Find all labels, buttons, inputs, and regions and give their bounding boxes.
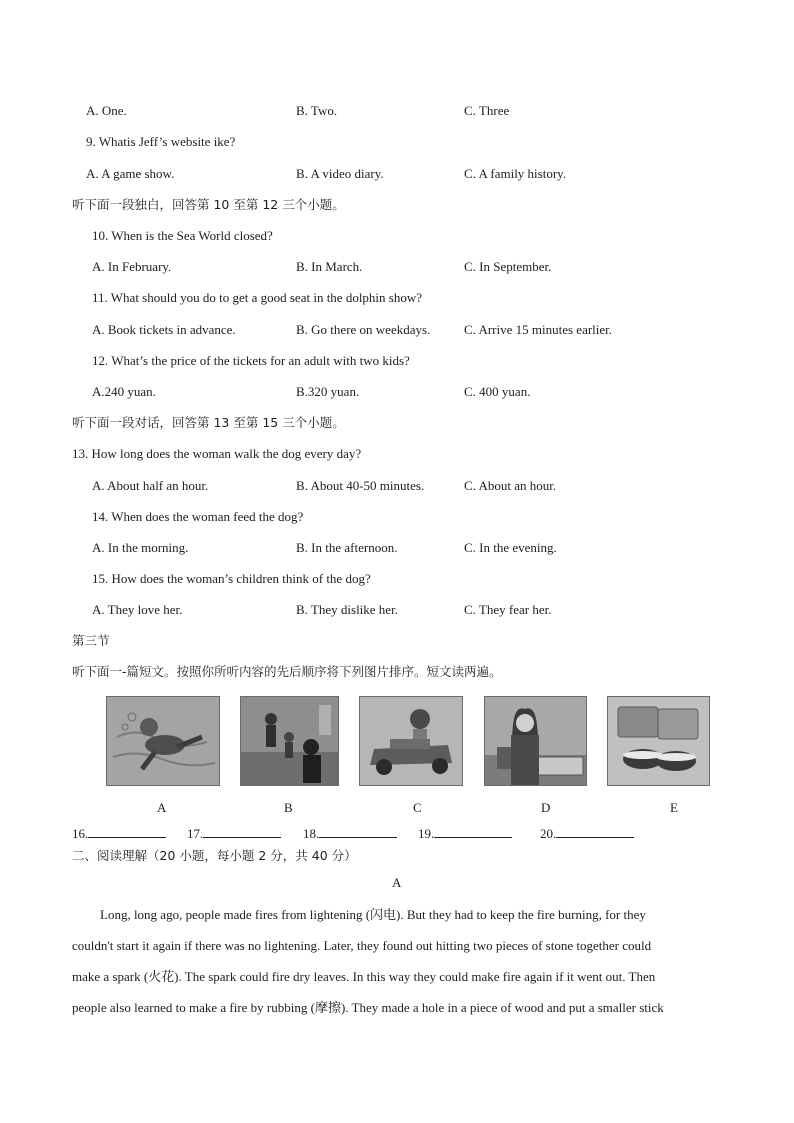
passage-label: A xyxy=(392,875,402,890)
passage-line-2: couldn't start it again if there was no lightening. Later, they found out hitting two pieces of stone together could xyxy=(72,938,652,953)
passage-line-1: Long, long ago, people made fires from lightening (闪电). But they had to keep the fire burning, for they xyxy=(100,907,646,922)
picture-label-c: C xyxy=(413,800,422,815)
q11-option-b: B. Go there on weekdays. xyxy=(296,322,431,337)
question-13-stem: 13. How long does the woman walk the dog every day? xyxy=(72,446,362,461)
q12-option-b: B.320 yuan. xyxy=(296,384,360,399)
q8-option-b: B. Two. xyxy=(296,103,338,118)
q13-option-a: A. About half an hour. xyxy=(92,478,209,493)
q8-option-c: C. Three xyxy=(464,103,510,118)
picture-d-girl-bus xyxy=(484,696,587,786)
q15-option-a: A. They love her. xyxy=(92,602,183,617)
reading-heading: 二、阅读理解（20 小题，每小题 2 分，共 40 分） xyxy=(72,848,357,863)
q10-option-a: A. In February. xyxy=(92,259,172,274)
q14-option-a: A. In the morning. xyxy=(92,540,189,555)
q13-option-b: B. About 40-50 minutes. xyxy=(296,478,425,493)
q13-option-c: C. About an hour. xyxy=(464,478,557,493)
q8-option-a: A. One. xyxy=(86,103,127,118)
section3-instruction: 听下面一-篇短文。按照你所听内容的先后顺序将下列图片排序。短文读两遍。 xyxy=(72,664,502,679)
q15-option-b: B. They dislike her. xyxy=(296,602,398,617)
dialogue-instruction: 听下面一段对话，回答第 13 至第 15 三个小题。 xyxy=(72,415,345,430)
answer-blank-16[interactable]: 16. xyxy=(72,824,166,842)
q15-option-c: C. They fear her. xyxy=(464,602,552,617)
question-15-stem: 15. How does the woman’s children think of the dog? xyxy=(92,571,371,586)
q10-option-b: B. In March. xyxy=(296,259,363,274)
question-14-stem: 14. When does the woman feed the dog? xyxy=(92,509,304,524)
q14-option-b: B. In the afternoon. xyxy=(296,540,398,555)
q12-option-c: C. 400 yuan. xyxy=(464,384,531,399)
passage-line-4: people also learned to make a fire by rubbing (摩擦). They made a hole in a piece of wood and put a smaller stick xyxy=(72,1000,664,1015)
section3-title: 第三节 xyxy=(72,633,110,648)
picture-c-toy-car xyxy=(359,696,463,786)
q11-option-a: A. Book tickets in advance. xyxy=(92,322,236,337)
question-12-stem: 12. What’s the price of the tickets for an adult with two kids? xyxy=(92,353,410,368)
passage-line-3: make a spark (火花). The spark could fire dry leaves. In this way they could make fire again if it went out. Then xyxy=(72,969,656,984)
q9-option-b: B. A video diary. xyxy=(296,166,384,181)
q14-option-c: C. In the evening. xyxy=(464,540,557,555)
picture-label-b: B xyxy=(284,800,293,815)
picture-label-e: E xyxy=(670,800,678,815)
q11-option-c: C. Arrive 15 minutes earlier. xyxy=(464,322,613,337)
question-9-stem: 9. Whatis Jeff’s website ike? xyxy=(86,134,236,149)
answer-blank-17[interactable]: 17. xyxy=(187,824,281,842)
answer-blank-18[interactable]: 18. xyxy=(303,824,397,842)
picture-b-park xyxy=(240,696,339,786)
picture-e-cookies xyxy=(607,696,710,786)
q9-option-c: C. A family history. xyxy=(464,166,567,181)
q12-option-a: A.240 yuan. xyxy=(92,384,156,399)
q9-option-a: A. A game show. xyxy=(86,166,175,181)
picture-a-swimmer xyxy=(106,696,220,786)
answer-blank-20[interactable]: 20. xyxy=(540,824,634,842)
picture-label-a: A xyxy=(157,800,167,815)
picture-label-d: D xyxy=(541,800,551,815)
q10-option-c: C. In September. xyxy=(464,259,552,274)
question-10-stem: 10. When is the Sea World closed? xyxy=(92,228,273,243)
question-11-stem: 11. What should you do to get a good seat in the dolphin show? xyxy=(92,290,423,305)
monologue-instruction: 听下面一段独白，回答第 10 至第 12 三个小题。 xyxy=(72,197,345,212)
answer-blank-19[interactable]: 19. xyxy=(418,824,512,842)
